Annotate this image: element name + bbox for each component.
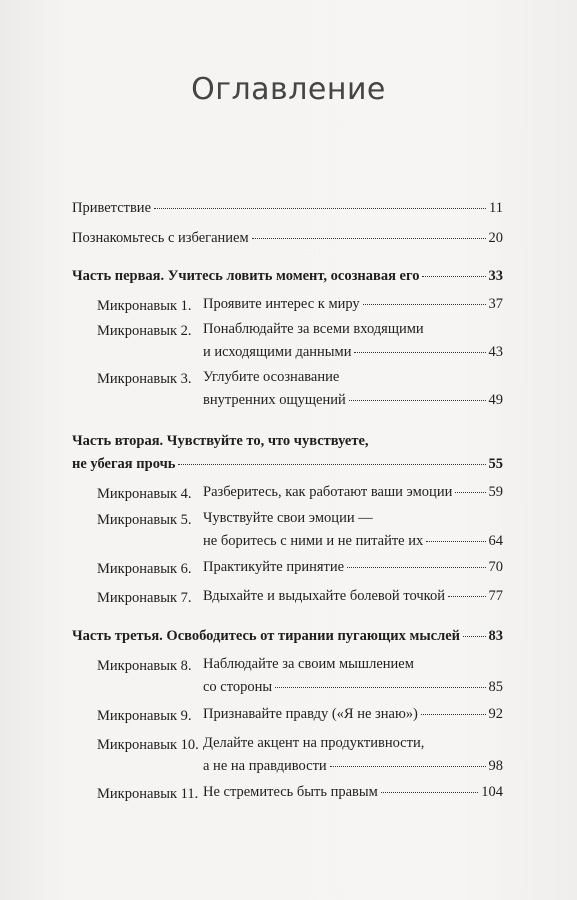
toc-page-number: 92 bbox=[488, 706, 503, 722]
skill-label: Микронавык 11. bbox=[97, 786, 199, 802]
skill-label: Микронавык 9. bbox=[97, 708, 192, 724]
dot-leader bbox=[349, 400, 486, 401]
skill-label: Микронавык 10. bbox=[97, 737, 199, 753]
toc-page-number: 43 bbox=[488, 344, 503, 360]
dot-leader bbox=[421, 714, 486, 715]
toc-entry-text: Приветствие bbox=[72, 200, 152, 216]
toc-page-number: 11 bbox=[489, 200, 503, 216]
toc-part-1 bbox=[72, 265, 503, 288]
toc-skill-5 bbox=[203, 507, 503, 553]
skill-title: Наблюдайте за своим мышлением bbox=[203, 656, 414, 672]
toc-part-3 bbox=[72, 625, 503, 648]
toc-part-2 bbox=[72, 430, 503, 476]
skill-label: Микронавык 6. bbox=[97, 561, 192, 577]
part-title: Часть третья. Освободитесь от тирании пугающих мыслей bbox=[72, 628, 461, 644]
toc-entry-greeting bbox=[72, 198, 503, 218]
dot-leader bbox=[275, 687, 485, 688]
toc-skill-8 bbox=[203, 653, 503, 699]
toc-page-number: 59 bbox=[488, 484, 503, 500]
skill-title: а не на правдивости bbox=[203, 758, 327, 774]
dot-leader bbox=[426, 541, 485, 542]
toc-page-number: 64 bbox=[488, 533, 503, 549]
toc-page-number: 37 bbox=[488, 296, 503, 312]
skill-title: Практикуйте принятие bbox=[203, 559, 345, 575]
toc-skill-4 bbox=[203, 481, 503, 504]
skill-title: Углубите осознавание bbox=[203, 369, 340, 385]
dot-leader bbox=[463, 636, 485, 637]
skill-title: Не стремитесь быть правым bbox=[203, 784, 378, 800]
skill-label: Микронавык 5. bbox=[97, 512, 192, 528]
page-title: Оглавление bbox=[191, 72, 386, 107]
toc-entry-text: Познакомьтесь с избеганием bbox=[72, 230, 249, 246]
skill-label: Микронавык 1. bbox=[97, 298, 192, 314]
dot-leader bbox=[330, 766, 486, 767]
skill-title: и исходящими данными bbox=[203, 344, 352, 360]
skill-title: Разберитесь, как работают ваши эмоции bbox=[203, 484, 453, 500]
toc-page-number: 33 bbox=[488, 268, 503, 284]
skill-title: не боритесь с ними и не питайте их bbox=[203, 533, 424, 549]
toc-page-number: 55 bbox=[488, 456, 503, 472]
toc-skill-1 bbox=[203, 293, 503, 316]
dot-leader bbox=[422, 276, 485, 277]
part-title: не убегая прочь bbox=[72, 456, 176, 472]
dot-leader bbox=[363, 304, 486, 305]
skill-title: Вдыхайте и выдыхайте болевой точкой bbox=[203, 588, 445, 604]
toc-page-number: 49 bbox=[488, 392, 503, 408]
dot-leader bbox=[381, 792, 478, 793]
dot-leader bbox=[354, 352, 485, 353]
toc-skill-7 bbox=[203, 585, 503, 608]
toc-page-number: 77 bbox=[488, 588, 503, 604]
toc-skill-3 bbox=[203, 366, 503, 412]
skill-title: Проявите интерес к миру bbox=[203, 296, 360, 312]
skill-title: Понаблюдайте за всеми входящими bbox=[203, 321, 424, 337]
skill-title: Чувствуйте свои эмоции — bbox=[203, 510, 373, 526]
part-title: Часть первая. Учитесь ловить момент, осознавая его bbox=[72, 268, 420, 284]
toc-page-number: 104 bbox=[481, 784, 503, 800]
toc-skill-2 bbox=[203, 318, 503, 364]
toc-page-number: 85 bbox=[488, 679, 503, 695]
skill-title: со стороны bbox=[203, 679, 273, 695]
dot-leader bbox=[252, 238, 486, 239]
toc-page-number: 83 bbox=[488, 628, 503, 644]
toc-entry-avoidance bbox=[72, 228, 503, 248]
toc-skill-10 bbox=[203, 732, 503, 778]
toc-page-number: 98 bbox=[488, 758, 503, 774]
dot-leader bbox=[455, 492, 485, 493]
toc-page-number: 70 bbox=[488, 559, 503, 575]
skill-title: внутренних ощущений bbox=[203, 392, 346, 408]
toc-page-number: 20 bbox=[488, 230, 503, 246]
toc-skill-11 bbox=[203, 781, 503, 804]
dot-leader bbox=[347, 567, 485, 568]
toc-skill-6 bbox=[203, 556, 503, 579]
dot-leader bbox=[154, 208, 486, 209]
toc-skill-9 bbox=[203, 703, 503, 726]
skill-label: Микронавык 3. bbox=[97, 371, 192, 387]
part-title: Часть вторая. Чувствуйте то, что чувствуете, bbox=[72, 433, 369, 449]
dot-leader bbox=[448, 596, 486, 597]
skill-label: Микронавык 4. bbox=[97, 486, 192, 502]
skill-label: Микронавык 7. bbox=[97, 590, 192, 606]
dot-leader bbox=[178, 464, 485, 465]
skill-label: Микронавык 8. bbox=[97, 658, 192, 674]
skill-title: Признавайте правду («Я не знаю») bbox=[203, 706, 418, 722]
skill-title: Делайте акцент на продуктивности, bbox=[203, 735, 425, 751]
skill-label: Микронавык 2. bbox=[97, 323, 192, 339]
